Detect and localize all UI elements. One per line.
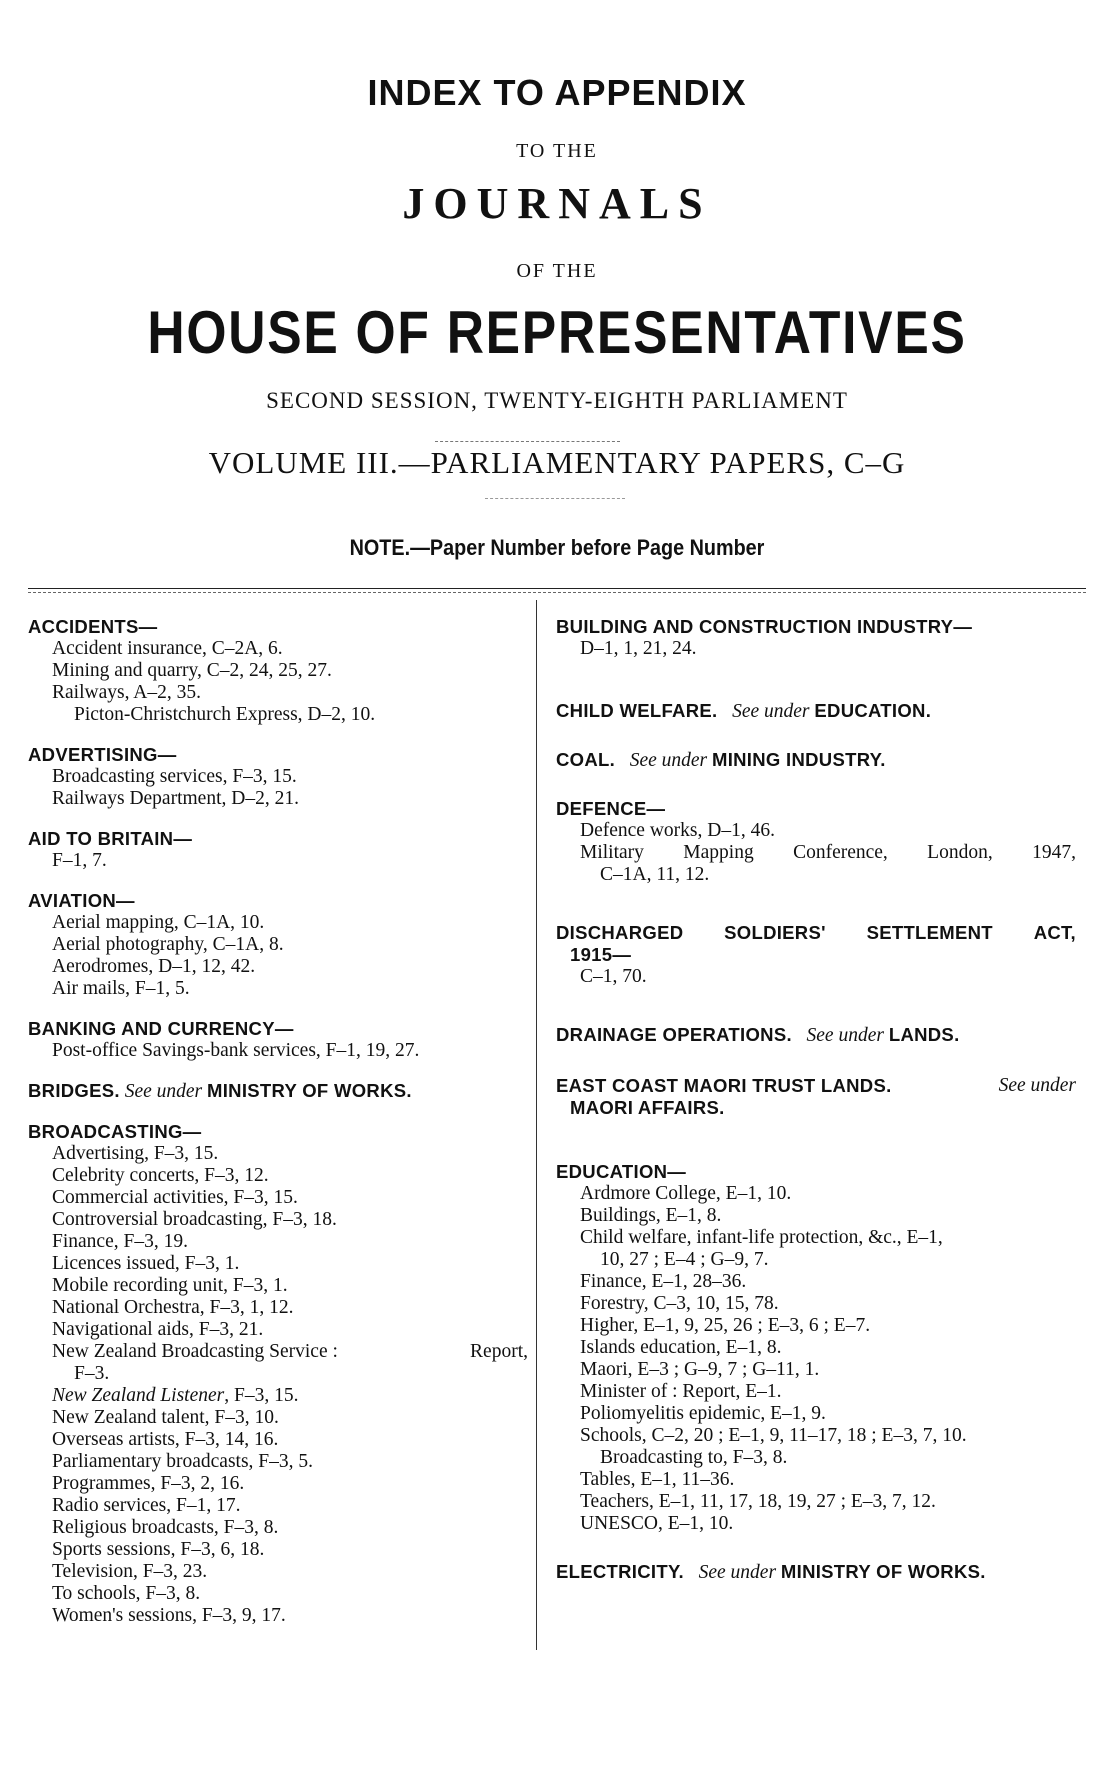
entry-item: New Zealand talent, F–3, 10. [52, 1407, 279, 1428]
entry-item-word: Military [580, 842, 644, 863]
title-house-of-representatives: HOUSE OF REPRESENTATIVES [147, 299, 967, 366]
entry-education [556, 1161, 1076, 1535]
entry-heading: COAL. [556, 749, 616, 770]
entry-item-word: Conference, [793, 842, 888, 863]
entry-item: Defence works, D–1, 46. [580, 820, 775, 841]
right-column [556, 616, 1076, 1602]
heading-word: ACT, [1033, 922, 1076, 943]
entry-item: Aerodromes, D–1, 12, 42. [52, 956, 256, 977]
entry-heading [556, 922, 1076, 944]
entry-aviation [28, 890, 528, 1000]
entry-subitem: Picton-Christchurch Express, D–2, 10. [74, 704, 376, 725]
entry-aid-to-britain [28, 828, 528, 872]
see-under: See under [732, 701, 810, 722]
note-line: NOTE.—Paper Number before Page Number [349, 535, 765, 560]
entry-heading: AVIATION— [28, 890, 135, 911]
entry-item-text: New Zealand Broadcasting Service : [52, 1341, 338, 1362]
entry-item: Finance, F–3, 19. [52, 1231, 188, 1252]
entry-item: Controversial broadcasting, F–3, 18. [52, 1209, 337, 1230]
entry-defence [556, 798, 1076, 886]
entry-item: Buildings, E–1, 8. [580, 1205, 722, 1226]
entry-item: Schools, C–2, 20 ; E–1, 9, 11–17, 18 ; E–3, 7, 10. [580, 1425, 967, 1446]
entry-item: Minister of : Report, E–1. [580, 1381, 782, 1402]
entry-item-word: London, [927, 842, 993, 863]
see-under: See under [629, 750, 708, 771]
entry-banking [28, 1018, 528, 1062]
entry-electricity [556, 1561, 1076, 1584]
entry-item: Sports sessions, F–3, 6, 18. [52, 1539, 265, 1560]
entry-drainage [556, 1024, 1076, 1047]
entry-item: C–1, 70. [580, 966, 647, 987]
entry-heading-continuation: 1915— [570, 944, 632, 965]
entry-item: Poliomyelitis epidemic, E–1, 9. [580, 1403, 826, 1424]
entry-item-continuation: F–3. [74, 1363, 110, 1384]
entry-item: Forestry, C–3, 10, 15, 78. [580, 1293, 779, 1314]
entry-child-welfare [556, 700, 1076, 723]
entry-item-word: 1947, [1032, 842, 1076, 863]
entry-building [556, 616, 1076, 660]
entry-item-continuation: C–1A, 11, 12. [600, 864, 710, 885]
heading-word: SOLDIERS' [724, 922, 826, 943]
entry-item: Mining and quarry, C–2, 24, 25, 27. [52, 660, 332, 681]
entry-heading: ELECTRICITY. [556, 1561, 684, 1582]
volume-line: VOLUME III.—PARLIAMENTARY PAPERS, C–G [208, 445, 906, 480]
top-rule [28, 592, 1086, 593]
entry-item: Aerial mapping, C–1A, 10. [52, 912, 265, 933]
cross-reference: MAORI AFFAIRS. [570, 1097, 725, 1118]
entry-item: Finance, E–1, 28–36. [580, 1271, 747, 1292]
title-index-to-appendix: INDEX TO APPENDIX [367, 72, 747, 113]
cross-reference: MINISTRY OF WORKS. [207, 1080, 412, 1101]
entry-heading: CHILD WELFARE. [556, 700, 718, 721]
session-line: SECOND SESSION, TWENTY-EIGHTH PARLIAMENT [266, 388, 848, 413]
entry-item: Railways, A–2, 35. [52, 682, 201, 703]
entry-item-text: , F–3, 15. [224, 1385, 299, 1406]
title-journals: JOURNALS [402, 179, 712, 228]
see-under: See under [698, 1562, 777, 1583]
entry-subitem: Broadcasting to, F–3, 8. [600, 1447, 788, 1468]
entry-accidents [28, 616, 528, 726]
entry-item: Programmes, F–3, 2, 16. [52, 1473, 245, 1494]
entry-item: Tables, E–1, 11–36. [580, 1469, 735, 1490]
subtitle-to-the: TO THE [516, 140, 598, 162]
entry-heading: AID TO BRITAIN— [28, 828, 193, 849]
entry-item-continuation: 10, 27 ; E–4 ; G–9, 7. [600, 1249, 769, 1270]
divider [485, 498, 625, 499]
entry-item: Radio services, F–1, 17. [52, 1495, 241, 1516]
entry-item [556, 842, 1076, 864]
cross-reference: EDUCATION. [814, 700, 932, 721]
entry-heading: DRAINAGE OPERATIONS. [556, 1024, 792, 1045]
entry-heading: BROADCASTING— [28, 1121, 202, 1142]
entry-broadcasting [28, 1121, 528, 1627]
see-under: See under [806, 1025, 884, 1046]
entry-item: Higher, E–1, 9, 25, 26 ; E–3, 6 ; E–7. [580, 1315, 871, 1336]
entry-east-coast [556, 1075, 1076, 1119]
subtitle-of-the: OF THE [516, 260, 598, 282]
entry-heading: EDUCATION— [556, 1161, 687, 1182]
entry-item: Licences issued, F–3, 1. [52, 1253, 240, 1274]
entry-item: To schools, F–3, 8. [52, 1583, 201, 1604]
entry-heading: ACCIDENTS— [28, 616, 158, 637]
cross-reference: LANDS. [888, 1024, 960, 1045]
entry-item: Celebrity concerts, F–3, 12. [52, 1165, 269, 1186]
heading-word: SETTLEMENT [866, 922, 993, 943]
entry-item: Post-office Savings-bank services, F–1, 19, 27. [52, 1040, 420, 1061]
entry-item: Air mails, F–1, 5. [52, 978, 190, 999]
publication-title: New Zealand Listener [52, 1385, 225, 1406]
entry-item: Advertising, F–3, 15. [52, 1143, 219, 1164]
entry-item: Railways Department, D–2, 21. [52, 788, 299, 809]
top-rule [28, 588, 1086, 589]
entry-item: Religious broadcasts, F–3, 8. [52, 1517, 279, 1538]
entry-heading: BRIDGES. [28, 1080, 120, 1101]
entry-item [28, 1341, 528, 1363]
heading-word: DISCHARGED [556, 922, 684, 943]
entry-heading-line [556, 1075, 1076, 1097]
divider [435, 441, 620, 442]
entry-bridges [28, 1080, 528, 1103]
entry-item: Ardmore College, E–1, 10. [580, 1183, 792, 1204]
entry-heading: BUILDING AND CONSTRUCTION INDUSTRY— [556, 616, 973, 637]
entry-heading: BANKING AND CURRENCY— [28, 1018, 294, 1039]
entry-heading: DEFENCE— [556, 798, 666, 819]
cross-reference: MINISTRY OF WORKS. [780, 1561, 986, 1582]
entry-item-text: Report, [470, 1341, 528, 1362]
entry-item: Maori, E–3 ; G–9, 7 ; G–11, 1. [580, 1359, 820, 1380]
entry-item: Overseas artists, F–3, 14, 16. [52, 1429, 279, 1450]
entry-coal [556, 749, 1076, 772]
entry-item: F–1, 7. [52, 850, 107, 871]
entry-item: Aerial photography, C–1A, 8. [52, 934, 284, 955]
see-under: See under [998, 1075, 1076, 1096]
entry-item: Islands education, E–1, 8. [580, 1337, 782, 1358]
column-divider [536, 600, 537, 1650]
entry-item: Television, F–3, 23. [52, 1561, 208, 1582]
entry-item: Broadcasting services, F–3, 15. [52, 766, 297, 787]
entry-heading: EAST COAST MAORI TRUST LANDS. [556, 1075, 892, 1096]
entry-item: Child welfare, infant-life protection, &c., E–1, [580, 1227, 943, 1248]
entry-item: Women's sessions, F–3, 9, 17. [52, 1605, 286, 1626]
entry-item: Mobile recording unit, F–3, 1. [52, 1275, 288, 1296]
entry-advertising [28, 744, 528, 810]
entry-item: Parliamentary broadcasts, F–3, 5. [52, 1451, 314, 1472]
entry-discharged-soldiers [556, 922, 1076, 988]
entry-item: UNESCO, E–1, 10. [580, 1513, 734, 1534]
entry-item-word: Mapping [683, 842, 754, 863]
entry-heading: ADVERTISING— [28, 744, 177, 765]
left-column [28, 616, 528, 1645]
entry-item: Teachers, E–1, 11, 17, 18, 19, 27 ; E–3, 7, 12. [580, 1491, 936, 1512]
entry-item: D–1, 1, 21, 24. [580, 638, 697, 659]
see-under: See under [124, 1081, 203, 1102]
entry-item: National Orchestra, F–3, 1, 12. [52, 1297, 294, 1318]
entry-item: Accident insurance, C–2A, 6. [52, 638, 283, 659]
entry-item: Navigational aids, F–3, 21. [52, 1319, 264, 1340]
entry-item [28, 1385, 528, 1407]
cross-reference: MINING INDUSTRY. [712, 749, 886, 770]
entry-item: Commercial activities, F–3, 15. [52, 1187, 298, 1208]
